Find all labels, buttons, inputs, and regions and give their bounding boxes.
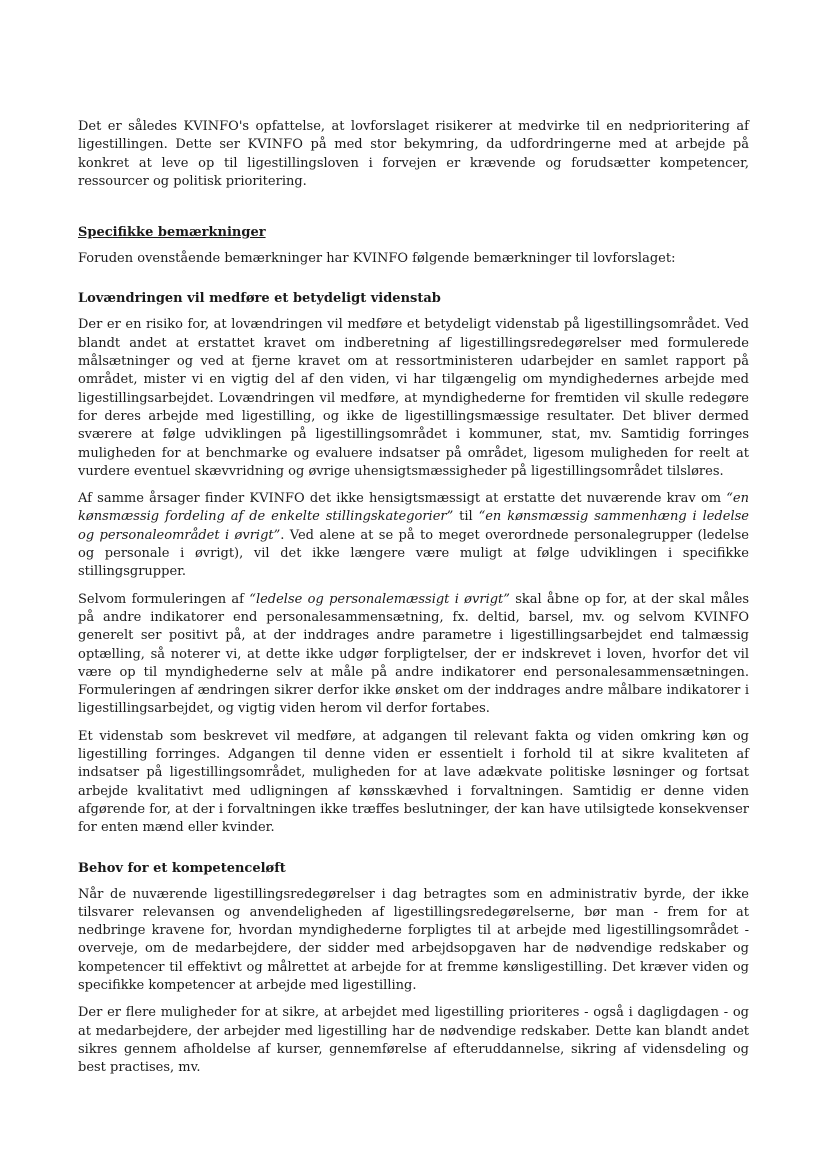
section-knowledge-loss-paragraph-2 bbox=[78, 490, 749, 581]
p2-text-c: . Ved alene at se på to meget overordnede personalegrupper (ledelse og personale i øvrigt), vil det ikke længere være muligt at følge udviklingen i specifikke stillingsgrupper. bbox=[78, 527, 750, 580]
p3-text-a: Selvom formuleringen af bbox=[78, 591, 250, 607]
section-knowledge-loss-paragraph-4: Et videnstab som beskrevet vil medføre, at adgangen til relevant fakta og viden omkring køn og ligestilling forringes. Adgangen til denne viden er essentielt i forhold til at sikre kvaliteten af indsatser på ligestillingsområdet, muligheden for at lave adækvate politiske løsninger og fortsat arbejde kvalitativt med udligningen af kønsskævhed i forvaltningen. Samtidig er denne viden afgørende for, at der i forvaltningen ikke træffes beslutninger, der kan have utilsigtede konsekvenser for enten mænd eller kvinder. bbox=[78, 728, 749, 836]
specific-remarks-heading: Specifikke bemærkninger bbox=[78, 225, 266, 241]
p3-text-b: skal åbne op for, at der skal måles på andre indikatorer end personalesammensætning, fx. deltid, barsel, mv. og selvom KVINFO generelt ser positivt på, at der inddrages andre parametre i ligestillingsarbejdet end talmæssig optælling, så noterer vi, at dette ikke udgør forpligtelser, der er indskrevet i loven, hvorfor det vil være op til myndighederne selv at måle på andre indikatorer end personalesammensætningen. Formuleringen af ændringen sikrer derfor ikke ønsket om der inddrages andre målbare indikatorer i ligestillingsarbejdet, og vigtig viden herom vil derfor fortabes. bbox=[78, 591, 749, 717]
p2-quote-2: “en kønsmæssig sammenhæng i ledelse og personaleområdet i øvrigt” bbox=[78, 509, 749, 543]
section-competence-paragraph-1: Når de nuværende ligestillingsredegørelser i dag betragtes som en administrativ byrde, der ikke tilsvarer relevansen og anvendeligheden af ligestillingsredegørelserne, bør man - frem for at nedbringe kravene for, hvordan myndighederne forpligtes til at arbejde med ligestillingsområdet - overveje, om de medarbejdere, der sidder med arbejdsopgaven har de nødvendige redskaber og kompetencer til effektivt og målrettet at arbejde for at fremme kønsligestilling. Det kræver viden og specifikke kompetencer at arbejde med ligestilling. bbox=[78, 886, 749, 993]
section-knowledge-loss-paragraph-3 bbox=[78, 591, 749, 719]
section-knowledge-loss-paragraph-1: Der er en risiko for, at lovændringen vil medføre et betydeligt videnstab på ligestillingsområdet. Ved blandt andet at erstattet kravet om indberetning af ligestillingsredegørelser med formulerede målsætninger og ved at fjerne kravet om at ressortministeren udarbejder en samlet rapport på området, mister vi en vigtig del af den viden, vi har tilgængelig om myndighedernes arbejde med ligestillingsarbejdet. Lovændringen vil medføre, at myndighederne for fremtiden vil skulle redegøre for deres arbejde med ligestilling, og ikke de ligestillingsmæssige resultater. Det bliver dermed sværere at følge udviklingen på ligestillingsområdet i kommuner, stat, mv. Samtidig forringes muligheden for at benchmarke og evaluere indsatser på området, ligesom muligheden for reelt at vurdere eventuel skævvridning og øvrige uhensigtsmæssigheder på ligestillingsområdet tilsløres. bbox=[78, 317, 749, 479]
section-competence-paragraph-2: Der er flere muligheder for at sikre, at arbejdet med ligestilling prioriteres - også i dagligdagen - og at medarbejdere, der arbejder med ligestilling har de nødvendige redskaber. Dette kan blandt andet sikres gennem afholdelse af kurser, gennemførelse af efteruddannelse, sikring af vidensdeling og best practises, mv. bbox=[78, 1005, 749, 1076]
p2-text-a: Af samme årsager finder KVINFO det ikke hensigtsmæssigt at erstatte det nuværende krav om bbox=[78, 491, 727, 507]
specific-remarks-paragraph: Foruden ovenstående bemærkninger har KVINFO følgende bemærkninger til lovforslaget: bbox=[78, 251, 676, 267]
section-knowledge-loss-heading: Lovændringen vil medføre et betydeligt videnstab bbox=[78, 291, 441, 307]
p3-quote: “ledelse og personalemæssigt i øvrigt” bbox=[249, 591, 510, 607]
intro-paragraph: Det er således KVINFO's opfattelse, at lovforslaget risikerer at medvirke til en nedprioritering af ligestillingen. Dette ser KVINFO på med stor bekymring, da udfordringerne med at arbejde på konkret at leve op til ligestillingsloven i forvejen er krævende og forudsætter kompetencer, ressourcer og politisk prioritering. bbox=[78, 119, 749, 189]
p2-quote-1: “en kønsmæssig fordeling af de enkelte stillingskategorier” bbox=[78, 491, 749, 525]
p2-text-b: til bbox=[453, 509, 479, 525]
section-competence-heading: Behov for et kompetenceløft bbox=[78, 860, 286, 876]
